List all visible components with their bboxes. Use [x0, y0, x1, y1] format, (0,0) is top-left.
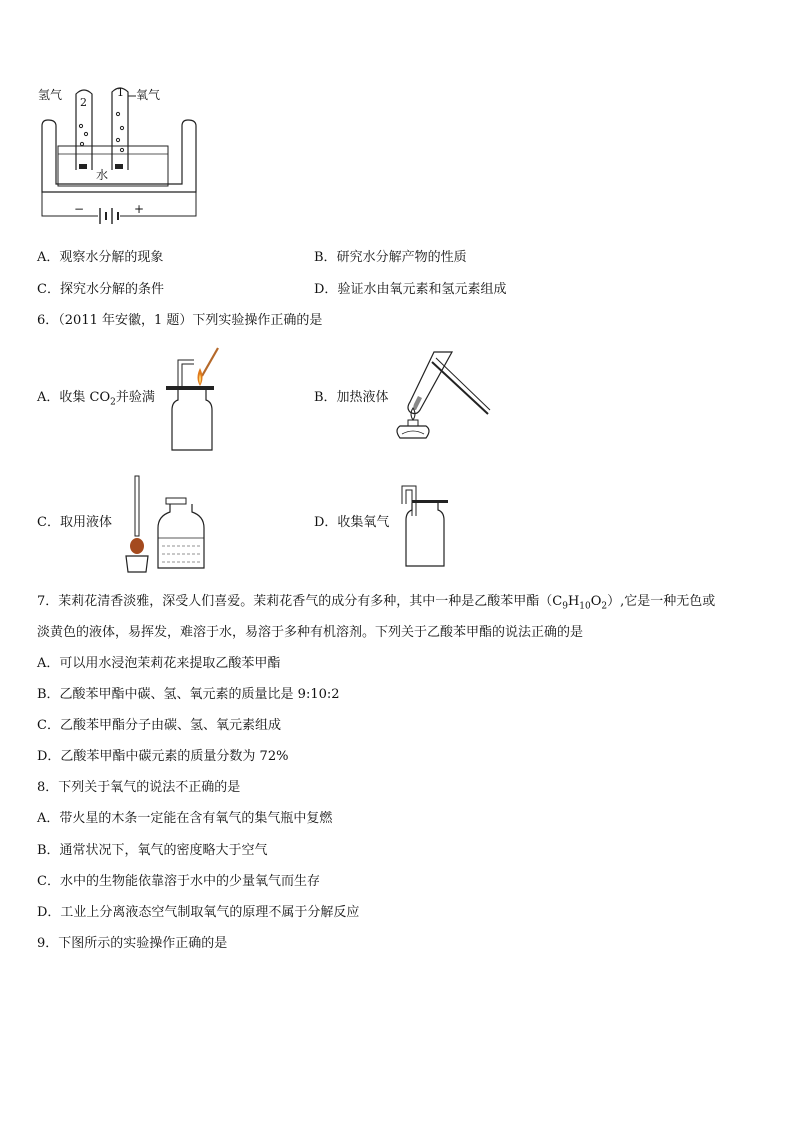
glass-plate: [412, 500, 448, 503]
q5-option-b-text: 研究水分解产物的性质: [336, 250, 467, 265]
gas-jar: [172, 390, 212, 450]
q6-option-a-sub: 2: [110, 397, 116, 408]
dropper-bulb: [130, 538, 144, 554]
test-tube-holder: [432, 362, 488, 414]
q6-option-a: [37, 390, 155, 406]
tube-1: [112, 88, 128, 170]
label-minus: −: [74, 202, 85, 216]
label-tube-2: 2: [80, 96, 87, 109]
q7-stem-line2: 淡黄色的液体，易挥发，难溶于水，易溶于多种有机溶剂。下列关于乙酸苯甲酯的说法正确的是: [37, 625, 584, 640]
q7-formula-o: 2: [601, 601, 608, 612]
q7-line1-post: ）,它是一种无色或: [607, 594, 716, 609]
q7-formula-c: 9: [562, 601, 568, 612]
q5-option-d-text: 验证水由氧元素和氢元素组成: [337, 282, 507, 297]
q6-option-d: D．收集氧气: [314, 515, 390, 530]
q6-figure-c: [124, 472, 214, 574]
dropper: [135, 476, 139, 536]
q7-line1-pre: 7．茉莉花清香淡雅，深受人们喜爱。茉莉花香气的成分有多种，其中一种是乙酸苯甲酯（C: [37, 594, 563, 609]
q8-option-a: A．带火星的木条一定能在含有氧气的集气瓶中复燃: [37, 811, 333, 826]
label-hydrogen: 氢气: [38, 88, 63, 102]
q8-option-c: C．水中的生物能依靠溶于水中的少量氧气而生存: [37, 874, 320, 889]
beaker: [58, 146, 168, 186]
q5-option-a-letter: A．: [37, 250, 60, 265]
reagent-bottle: [158, 504, 204, 568]
bottle-stopper: [166, 498, 186, 504]
q8-option-b: B．通常状况下，氧气的密度略大于空气: [37, 843, 268, 858]
q7-formula-h-symbol: H: [567, 594, 580, 609]
q6-option-c: C．取用液体: [37, 515, 112, 530]
q6-option-a-post: 并验满: [115, 390, 155, 405]
electrolysis-figure: [36, 84, 206, 234]
alcohol-lamp: [397, 426, 429, 438]
q5-option-a: [37, 250, 163, 266]
q6-figure-a: [164, 344, 224, 452]
q7-formula-h: 10: [579, 601, 591, 612]
q7-option-c: C．乙酸苯甲酯分子由碳、氢、氧元素组成: [37, 718, 281, 733]
q5-option-d-letter: D．: [314, 282, 338, 297]
q5-option-a-text: 观察水分解的现象: [59, 250, 164, 265]
label-tube-1: 1: [117, 86, 124, 99]
small-cup: [126, 556, 148, 572]
q5-option-c: [37, 282, 164, 298]
q7-option-d: D．乙酸苯甲酯中碳元素的质量分数为 72%: [37, 749, 289, 764]
q6-figure-b: [386, 346, 492, 444]
q6-figure-d: [398, 482, 450, 568]
q8-option-d: D．工业上分离液态空气制取氧气的原理不属于分解反应: [37, 905, 360, 920]
q5-option-b-letter: B．: [314, 250, 337, 265]
q6-option-a-pre: A．收集 CO: [37, 390, 111, 405]
q7-formula-o-symbol: O: [590, 594, 602, 609]
q9-stem: 9．下图所示的实验操作正确的是: [37, 936, 228, 951]
q5-option-b: [314, 250, 467, 266]
label-plus: +: [134, 202, 145, 216]
trough: [42, 120, 196, 192]
q6-option-b: B．加热液体: [314, 390, 389, 405]
glass-plate: [166, 386, 214, 390]
label-oxygen: 氧气: [136, 88, 161, 102]
electrolysis-drawing: [36, 84, 206, 234]
q8-stem: 8．下列关于氧气的说法不正确的是: [37, 780, 241, 795]
q7-stem-line1: [37, 594, 715, 610]
splint: [202, 348, 218, 376]
q5-option-d: [314, 282, 506, 298]
q5-option-c-letter: C．: [37, 282, 60, 297]
label-water: 水: [96, 168, 109, 182]
q7-option-a: A．可以用水浸泡茉莉花来提取乙酸苯甲酯: [37, 656, 281, 671]
q5-option-c-text: 探究水分解的条件: [59, 282, 164, 297]
q6-stem: 6．（2011 年安徽，1 题）下列实验操作正确的是: [37, 313, 323, 328]
q7-option-b: B．乙酸苯甲酯中碳、氢、氧元素的质量比是 9:10:2: [37, 687, 340, 702]
